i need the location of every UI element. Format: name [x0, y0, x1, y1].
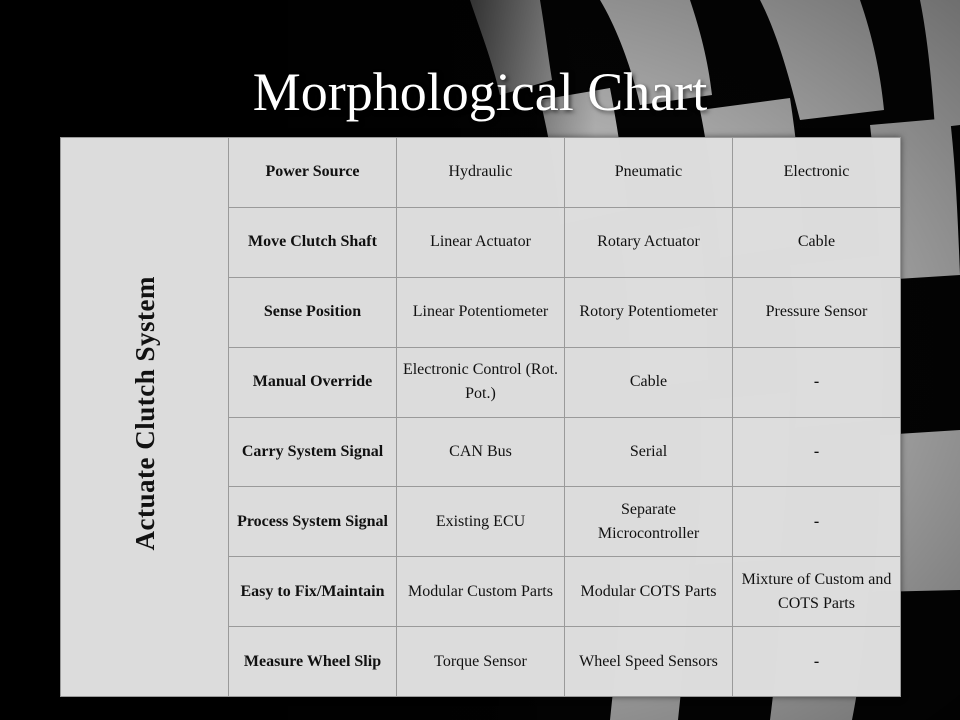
function-cell: Carry System Signal [229, 417, 397, 487]
option-cell: - [733, 487, 901, 557]
option-cell: Wheel Speed Sensors [565, 627, 733, 697]
option-cell: Electronic Control (Rot. Pot.) [397, 347, 565, 417]
option-cell: Modular Custom Parts [397, 557, 565, 627]
option-cell: Torque Sensor [397, 627, 565, 697]
system-label-cell [61, 138, 229, 697]
option-cell: Linear Actuator [397, 207, 565, 277]
function-cell: Easy to Fix/Maintain [229, 557, 397, 627]
option-cell: Electronic [733, 138, 901, 208]
option-cell: - [733, 347, 901, 417]
function-cell: Power Source [229, 138, 397, 208]
system-label: Actuate Clutch System [129, 275, 160, 551]
option-cell: Pneumatic [565, 138, 733, 208]
option-cell: Existing ECU [397, 487, 565, 557]
option-cell: - [733, 417, 901, 487]
option-cell: - [733, 627, 901, 697]
table-row [61, 138, 901, 208]
option-cell: Rotory Potentiometer [565, 277, 733, 347]
option-cell: Modular COTS Parts [565, 557, 733, 627]
option-cell: Serial [565, 417, 733, 487]
option-cell: Cable [565, 347, 733, 417]
option-cell: Separate Microcontroller [565, 487, 733, 557]
morphological-chart-table [60, 137, 901, 697]
function-cell: Measure Wheel Slip [229, 627, 397, 697]
option-cell: Rotary Actuator [565, 207, 733, 277]
option-cell: Linear Potentiometer [397, 277, 565, 347]
function-cell: Move Clutch Shaft [229, 207, 397, 277]
option-cell: Mixture of Custom and COTS Parts [733, 557, 901, 627]
option-cell: Pressure Sensor [733, 277, 901, 347]
option-cell: Hydraulic [397, 138, 565, 208]
function-cell: Process System Signal [229, 487, 397, 557]
option-cell: CAN Bus [397, 417, 565, 487]
function-cell: Manual Override [229, 347, 397, 417]
function-cell: Sense Position [229, 277, 397, 347]
option-cell: Cable [733, 207, 901, 277]
slide-title: Morphological Chart [252, 62, 708, 122]
